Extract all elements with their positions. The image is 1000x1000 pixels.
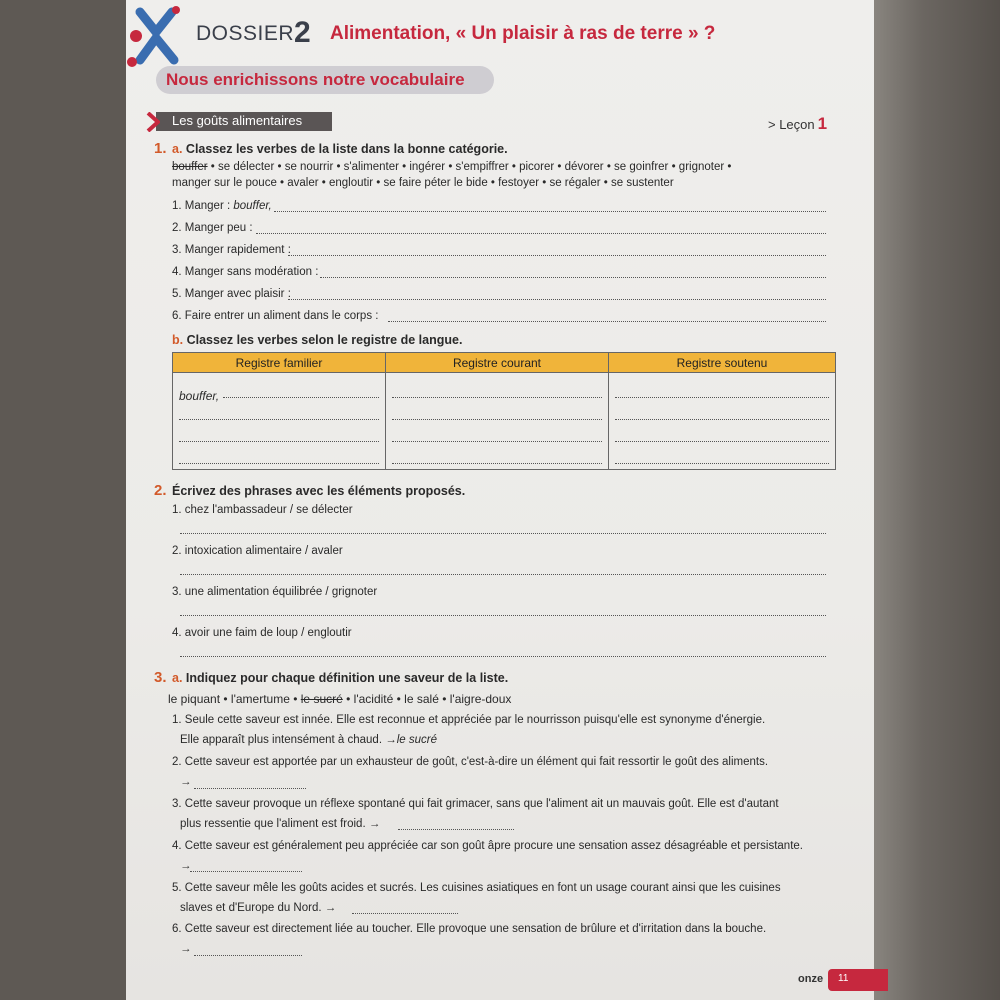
answer-line[interactable] (288, 298, 826, 300)
answer-line[interactable] (388, 320, 826, 322)
answer-line[interactable] (288, 254, 826, 256)
section-label: Les goûts alimentaires (172, 113, 303, 128)
table-cell-example: bouffer, (179, 389, 220, 403)
arrow-icon: → (180, 860, 192, 872)
page-number-word: onze (798, 973, 824, 985)
arrow-icon: → (180, 776, 192, 788)
question-2-title: Écrivez des phrases avec les éléments proposés. (172, 484, 466, 498)
question-1-number: 1. (154, 140, 167, 157)
q3-item-1-line-2 (180, 734, 437, 746)
q2-item-1: 1. chez l'ambassadeur / se délecter (172, 504, 353, 516)
subtitle-banner (156, 66, 494, 94)
dossier-label: DOSSIER (196, 22, 295, 45)
q1-item-4: 4. Manger sans modération : (172, 266, 319, 278)
table-cell[interactable] (609, 425, 836, 447)
q1-item-1 (172, 200, 272, 212)
answer-line[interactable] (180, 655, 826, 657)
lesson-reference (768, 114, 827, 134)
flavour-list-part-2: • l'acidité • le salé • l'aigre-doux (342, 692, 512, 706)
page-number: 11 (838, 973, 849, 984)
question-3a-label: a. (172, 671, 183, 685)
register-table (172, 352, 836, 470)
flavour-list (168, 692, 511, 706)
background-left (0, 0, 126, 1000)
q1-item-2: 2. Manger peu : (172, 222, 253, 234)
table-row (173, 403, 836, 425)
verb-list-line-1 (172, 161, 731, 173)
answer-line[interactable] (190, 870, 302, 872)
dossier-title: Alimentation, « Un plaisir à ras de terre » ? (330, 23, 716, 44)
q3-item-5-line-1: 5. Cette saveur mêle les goûts acides et sucrés. Les cuisines asiatiques en font un usage courant ainsi que les cuisines (172, 882, 781, 894)
table-cell[interactable] (609, 373, 836, 404)
workbook-page (126, 0, 874, 1000)
q1-item-label: 1. Manger : (172, 200, 234, 212)
answer-line[interactable] (320, 276, 826, 278)
lesson-prefix: > Leçon (768, 117, 815, 132)
flavour-list-struck: le sucré (300, 692, 343, 706)
question-2-number: 2. (154, 482, 167, 499)
table-cell[interactable] (173, 403, 386, 425)
q3-item-1-answer: le sucré (396, 734, 438, 746)
table-row (173, 373, 836, 404)
question-3-number: 3. (154, 669, 167, 686)
page-number-tab (828, 969, 888, 991)
arrow-icon: → (385, 734, 397, 746)
answer-line[interactable] (256, 232, 826, 234)
q2-item-3: 3. une alimentation équilibrée / grignoter (172, 586, 378, 598)
table-cell[interactable] (386, 447, 609, 470)
table-header-row (173, 353, 836, 373)
question-1b-title (172, 333, 462, 347)
q3-item-5-text: slaves et d'Europe du Nord. (180, 902, 322, 914)
table-cell[interactable] (173, 447, 386, 470)
table-cell[interactable] (173, 373, 386, 404)
question-1a-title (172, 142, 508, 156)
question-1a-label: a. (172, 142, 183, 156)
dossier-number: 2 (294, 16, 311, 49)
q3-item-3-text: plus ressentie que l'aliment est froid. (180, 818, 366, 830)
q3-item-4-line-1: 4. Cette saveur est généralement peu appréciée car son goût âpre procure une sensation assez désagréable et persistante. (172, 840, 803, 852)
verb-list-line-2: manger sur le pouce • avaler • engloutir • se faire péter le bide • festoyer • se régaler • se sustenter (172, 177, 674, 189)
verb-list-line-1-rest: • se délecter • se nourrir • s'alimenter • ingérer • s'empiffrer • picorer • dévorer • se goinfrer • grignoter • (207, 161, 732, 173)
q3-item-3-line-1: 3. Cette saveur provoque un réflexe spontané qui fait grimacer, sans que l'aliment ait un mauvais goût. Elle est d'autant (172, 798, 779, 810)
q3-item-5-line-2 (180, 902, 336, 914)
answer-line[interactable] (194, 954, 302, 956)
table-header-familier: Registre familier (173, 353, 386, 373)
q1-item-3: 3. Manger rapidement : (172, 244, 291, 256)
answer-line[interactable] (180, 614, 826, 616)
lesson-number: 1 (817, 114, 828, 133)
q3-item-1-line-1: 1. Seule cette saveur est innée. Elle est reconnue et appréciée par le nourrisson puisqu'elle est synonyme d'énergie. (172, 714, 766, 726)
verb-list-struck-word: bouffer (172, 161, 208, 173)
q3-item-3-line-2 (180, 818, 380, 830)
q1-item-5: 5. Manger avec plaisir : (172, 288, 291, 300)
question-3a-text: Indiquez pour chaque définition une saveur de la liste. (185, 671, 509, 685)
answer-line[interactable] (352, 912, 458, 914)
answer-line[interactable] (180, 573, 826, 575)
page-header (126, 18, 874, 52)
answer-line[interactable] (274, 210, 826, 212)
q1-item-answer: bouffer, (233, 200, 272, 212)
table-cell[interactable] (386, 373, 609, 404)
q3-item-6-line-1: 6. Cette saveur est directement liée au toucher. Elle provoque une sensation de brûlure et d'irritation dans la bouche. (172, 923, 767, 935)
answer-line[interactable] (180, 532, 826, 534)
table-header-soutenu: Registre soutenu (609, 353, 836, 373)
flavour-list-part-1: le piquant • l'amertume • (168, 692, 301, 706)
q2-item-4: 4. avoir une faim de loup / engloutir (172, 627, 352, 639)
table-row (173, 447, 836, 470)
chevron-right-icon (146, 112, 160, 132)
arrow-icon: → (180, 943, 192, 955)
table-cell[interactable] (173, 425, 386, 447)
answer-line[interactable] (398, 828, 514, 830)
arrow-icon: → (324, 902, 337, 914)
question-1b-text: Classez les verbes selon le registre de langue. (186, 333, 463, 347)
q3-item-2-line-1: 2. Cette saveur est apportée par un exhausteur de goût, c'est-à-dire un élément qui fait ressortir le goût des aliments. (172, 756, 769, 768)
subtitle-text: Nous enrichissons notre vocabulaire (166, 70, 465, 89)
q2-item-2: 2. intoxication alimentaire / avaler (172, 545, 343, 557)
arrow-icon: → (368, 818, 381, 830)
answer-line[interactable] (194, 787, 306, 789)
question-3a-title (172, 671, 508, 685)
table-cell[interactable] (386, 425, 609, 447)
question-1b-label: b. (172, 333, 184, 347)
question-1a-text: Classez les verbes de la liste dans la bonne catégorie. (185, 142, 508, 156)
table-cell[interactable] (609, 447, 836, 470)
section-tag (146, 112, 332, 132)
table-header-courant: Registre courant (386, 353, 609, 373)
background-right (872, 0, 1000, 1000)
q3-item-1-text: Elle apparaît plus intensément à chaud. (180, 734, 383, 746)
q1-item-6: 6. Faire entrer un aliment dans le corps : (172, 310, 379, 322)
table-cell[interactable] (609, 403, 836, 425)
table-cell[interactable] (386, 403, 609, 425)
table-row (173, 425, 836, 447)
